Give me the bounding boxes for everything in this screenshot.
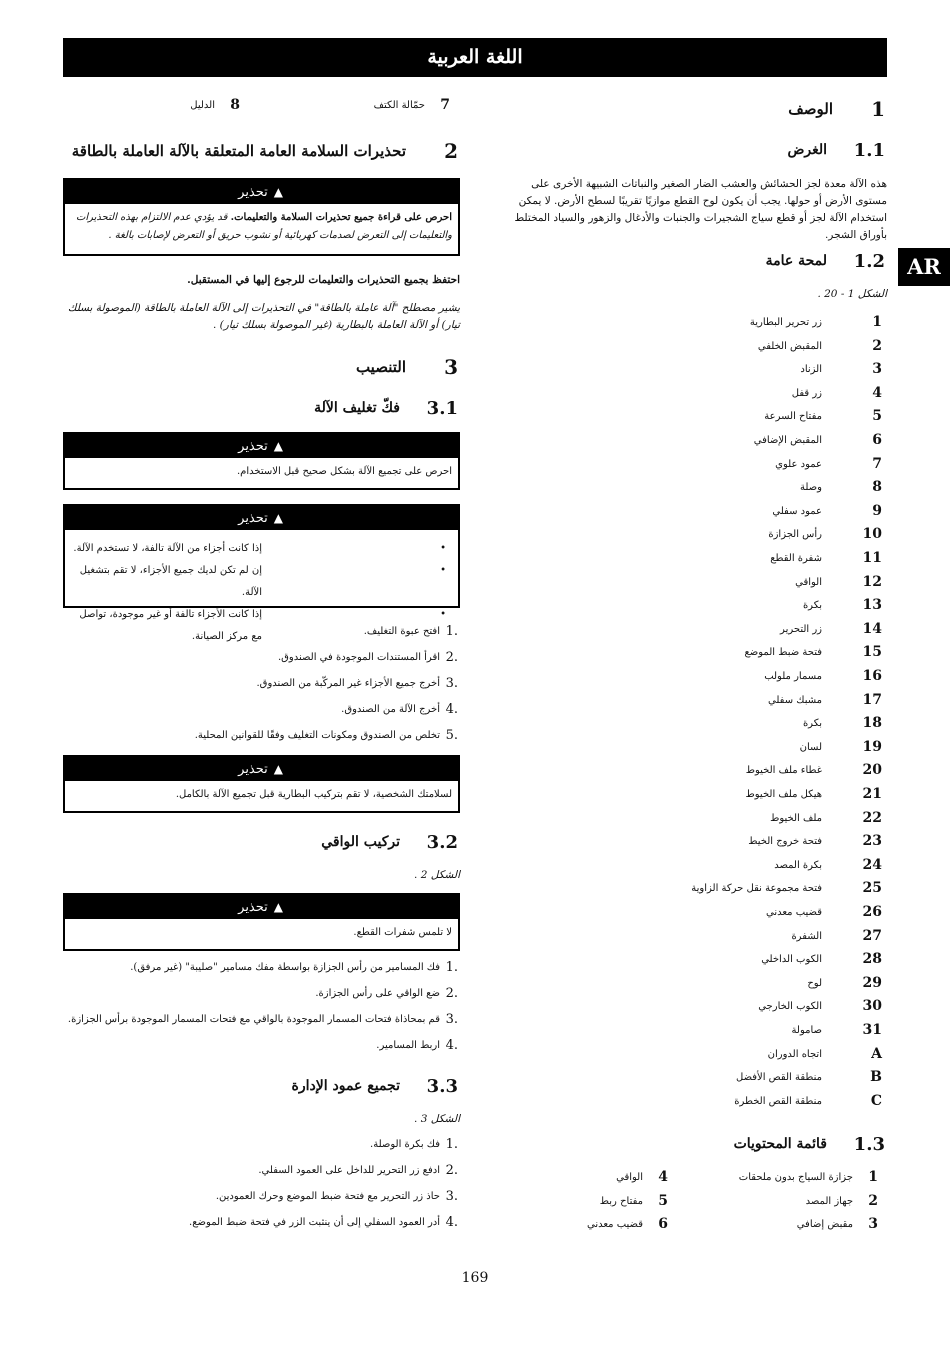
parts-list-item: 22 ملف الخيوط [770,809,882,826]
warning-text: لسلامتك الشخصية، لا تقم بتركيب البطارية قبل تجميع الآلة بالكامل. [175,789,452,800]
warning-header: ▲تحذير [65,434,458,458]
list-item: 3. أخرج جميع الأجزاء غير المركّبة من الصندوق. [256,676,458,691]
parts-list-item: 17 مشبك سفلي [768,691,882,708]
section-1-1-heading: 1.1 الغرض [787,140,885,161]
parts-list-item: 7 عمود علوي [775,455,882,472]
contents-list-item: 5 مفتاح ربط [599,1192,668,1209]
warning-triangle-icon: ▲ [273,900,283,914]
list-item: 2. ادفع زر التحرير للداخل على العمود السفلي. [258,1163,458,1178]
warning-box [63,178,460,256]
parts-list-item: 4 زر قفل [791,384,882,401]
warning-box [63,893,460,951]
list-item: • إذا كانت الأجزاء تالفة أو غير موجودة، تواصل مع مركز الصيانة. [71,604,452,648]
warning-box [63,432,460,490]
parts-list-item: 9 عمود سفلي [772,502,882,519]
parts-list-item: 14 زر التحرير [780,620,882,637]
language-banner: اللغة العربية [63,38,887,77]
figure-reference: الشكل 3 . [414,1113,460,1125]
contents-list-item: 3 مقبض إضافي [796,1216,878,1232]
parts-list-item: 20 غطاء ملف الخيوط [745,762,882,779]
parts-list-item: 8 وصلة [800,479,882,496]
list-item: • إن لم تكن لديك جميع الأجزاء، لا تقم بتشغيل الآلة. [71,560,452,604]
parts-list-item: 23 فتحة خروج الخيط [748,833,882,850]
warning-triangle-icon: ▲ [273,762,283,776]
figure-reference: الشكل 1 - 20 . [817,288,887,300]
parts-list-item: 1 زر تحرير البطارية [749,314,882,330]
language-tab: AR [898,248,950,286]
parts-list-item: 12 الواقي [795,573,882,590]
contents-list-item: 2 جهاز المصد [805,1192,878,1209]
parts-list-item: 2 المقبض الخلفي [757,337,882,354]
list-item: 8 الدليل [190,97,240,113]
list-item: • إذا كانت أجزاء من الآلة تالفة، لا تستخدم الآلة. [71,538,452,560]
parts-list-item: 28 الكوب الداخلي [761,951,882,968]
warning-header: ▲تحذير [65,506,458,530]
list-item: 3. قم بمحاذاة فتحات المسمار الموجودة بالواقي مع فتحات المسمار الموجودة برأس الجزازة. [67,1012,458,1027]
contents-list-item: 6 قضيب معدني [586,1216,668,1232]
parts-list-item: 25 فتحة مجموعة نقل حركة الزاوية [691,880,882,897]
section-3-2-heading: 3.2 تركيب الواقي [321,832,458,853]
parts-list-item: 24 بكرة المصد [774,856,882,873]
parts-list-item: 18 بكرة [802,715,882,732]
list-item: 4. أدر العمود السفلي إلى أن ينثبت الزر في فتحة ضبط الموضع. [189,1215,458,1230]
list-item: 2. اقرأ المستندات الموجودة في الصندوق. [277,650,458,665]
section-1-heading: 1 الوصف [788,97,885,121]
parts-list-item: 31 صامولة [791,1022,882,1038]
figure-reference: الشكل 2 . [414,869,460,881]
parts-list-item: 13 بكرة [802,597,882,614]
parts-list-item: 21 هيكل ملف الخيوط [745,786,882,802]
parts-list-item: 5 مفتاح السرعة [764,408,882,425]
section-1-3-heading: 1.3 قائمة المحتويات [733,1134,885,1155]
list-item: 3. حاذ زر التحرير مع فتحة ضبط الموضع وحرك العمودين. [215,1189,458,1204]
warning-triangle-icon: ▲ [273,511,283,525]
parts-list-item: 26 قضيب معدني [765,904,882,920]
list-item: 1. فك بكرة الوصلة. [370,1137,458,1152]
section-3-heading: 3 التنصيب [355,355,458,379]
keep-instructions: احتفظ بجميع التحذيرات والتعليمات للرجوع إليها في المستقبل. [187,274,460,286]
parts-list-item: 30 الكوب الخارجي [758,998,882,1015]
warning-header: ▲تحذير [65,180,458,204]
warning-header: ▲تحذير [65,895,458,919]
section-3-3-heading: 3.3 تجميع عمود الإدارة [291,1076,458,1097]
section-2-heading: 2 تحذيرات السلامة العامة المتعلقة بالآلة العاملة بالطاقة [71,139,458,163]
parts-list-item: 6 المقبض الإضافي [753,432,882,448]
parts-list-item: 29 لوح [807,974,882,991]
list-item: 1. افتح عبوة التغليف. [363,624,458,639]
warning-text: احرص على تجميع الآلة بشكل صحيح قبل الاستخدام. [237,466,452,477]
parts-list-item: 15 فتحة ضبط الموضع [744,644,882,661]
parts-list-item: 3 الزناد [800,361,882,378]
warning-header: ▲تحذير [65,757,458,781]
list-item: 4. اربط المسامير. [376,1038,458,1053]
section-3-1-heading: 3.1 فكّ تغليف الآلة [314,398,458,419]
warning-triangle-icon: ▲ [273,439,283,453]
warning-triangle-icon: ▲ [273,185,283,199]
warning-text: احرص على قراءة جميع تحذيرات السلامة والتعليمات. قد يؤدي عدم الالتزام بهذه التحذيرات والتعليمات إلى التعرض لصدمات كهربائية أو نشوب حريق أو التعرض لإصابات بالغة . [75,212,452,241]
warning-box [63,755,460,813]
term-definition: يشير مصطلح "آلة عاملة بالطاقة" في التحذيرات إلى الآلة العاملة بالطاقة (الموصولة بسلك تيار) أو الآلة العاملة بالبطارية (غير الموصولة بسلك تيار) . [67,302,460,331]
contents-list-item: 1 جزازة السياج بدون ملحقات [738,1169,878,1185]
page-number: 169 [461,1270,489,1286]
list-item: 5. تخلص من الصندوق ومكونات التغليف وفقًا للقوانين المحلية. [194,728,458,743]
parts-list-item: 16 مسمار ملولب [764,668,882,684]
parts-list-item: 11 شفرة القطع [770,550,882,566]
parts-list-item: 10 رأس الجزازة [768,526,882,543]
list-item: 7 حمّالة الكتف [373,97,450,113]
parts-list-item: B منطقة القص الأفضل [736,1069,882,1086]
parts-list-item: 27 الشفرة [791,927,882,944]
contents-list-item: 4 الواقي [616,1169,668,1185]
list-item: 2. ضع الواقي على رأس الجزازة. [315,986,458,1001]
section-1-2-heading: 1.2 لمحة عامة [765,251,885,272]
list-item: 4. أخرج الآلة من الصندوق. [341,702,458,717]
purpose-text: هذه الآلة معدة لجز الحشائش والعشب الضار الصغير والنباتات الشبيهة الأخرى على مستوى الأرض أو حولها. يجب أن يكون لوح القطع موازيًا تقريبًا لسطح الأرض. لا يمكن استخدام الآلة لجز أو قطع سياج الشجيرات والجنبات والأدغال والزهور والسياد المختلط بأوراق الشجر. [514,178,887,241]
list-item: 1. فك المسامير من رأس الجزازة بواسطة مفك مسامير "صليبة" (غير مرفق). [130,960,458,975]
warning-text: لا تلمس شفرات القطع. [353,927,452,938]
parts-list-item: A اتجاه الدوران [767,1045,882,1062]
parts-list-item: C منطقة القص الخطرة [734,1092,882,1109]
parts-list-item: 19 لسان [799,738,882,755]
